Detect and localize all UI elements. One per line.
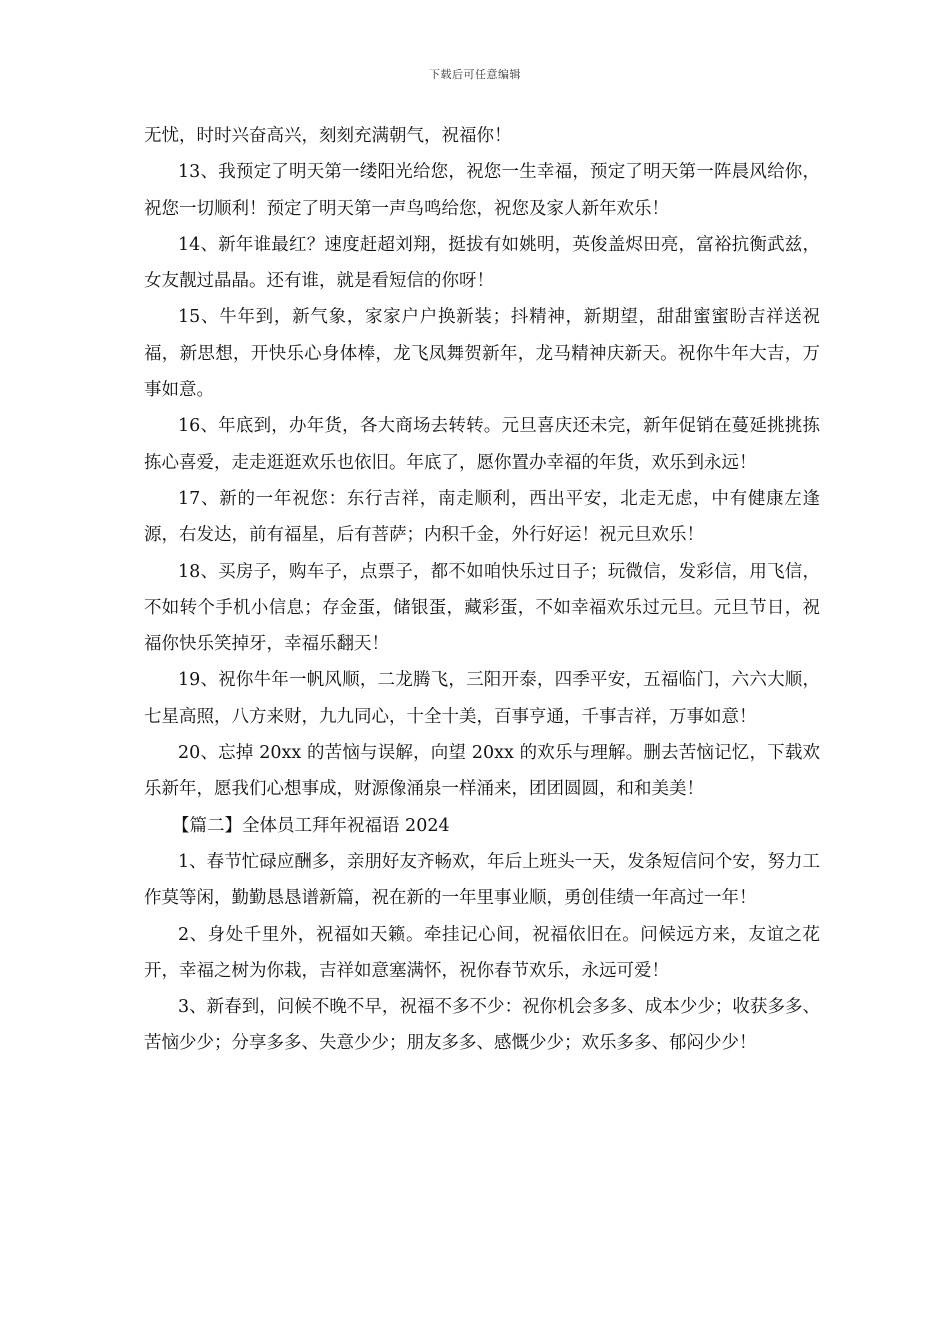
section-paragraph-3: 3、新春到，问候不晚不早，祝福不多不少：祝你机会多多、成本少少；收获多多、苦恼少少；分享多多、失意少少；朋友多多、感慨少少；欢乐多多、郁闷少少！ <box>144 997 820 1054</box>
paragraph-15: 15、牛年到，新气象，家家户户换新装；抖精神，新期望，甜甜蜜蜜盼吉祥送祝福，新思想，开快乐心身体棒，龙飞凤舞贺新年，龙马精神庆新天。祝你牛年大吉，万事如意。 <box>144 307 820 401</box>
paragraph-18: 18、买房子，购车子，点票子，都不如咱快乐过日子；玩微信，发彩信，用飞信，不如转个手机小信息；存金蛋，储银蛋，藏彩蛋，不如幸福欢乐过元旦。元旦节日，祝福你快乐笑掉牙，幸福乐翻天！ <box>144 561 820 655</box>
paragraph-16: 16、年底到，办年货，各大商场去转转。元旦喜庆还未完，新年促销在蔓延挑挑拣拣心喜爱，走走逛逛欢乐也依旧。年底了，愿你置办幸福的年货，欢乐到永远！ <box>144 416 820 473</box>
paragraph-20: 20、忘掉 20xx 的苦恼与误解，向望 20xx 的欢乐与理解。删去苦恼记忆，下载欢乐新年，愿我们心想事成，财源像涌泉一样涌来，团团圆圆，和和美美！ <box>144 743 820 800</box>
section-paragraph-2: 2、身处千里外，祝福如天籁。牵挂记心间，祝福依旧在。问候远方来，友谊之花开，幸福之树为你栽，吉祥如意塞满怀，祝你春节欢乐，永远可爱！ <box>144 924 820 981</box>
page-header: 下载后可任意编辑 <box>429 68 521 81</box>
section-paragraph-1: 1、春节忙碌应酬多，亲朋好友齐畅欢，年后上班头一天，发条短信问个安，努力工作莫等闲，勤勤恳恳谱新篇，祝在新的一年里事业顺，勇创佳绩一年高过一年！ <box>144 851 820 909</box>
paragraph-14: 14、新年谁最红？速度赶超刘翔，挺拔有如姚明，英俊盖烬田亮，富裕抗衡武兹，女友靓过晶晶。还有谁，就是看短信的你呀！ <box>144 234 820 292</box>
document-body <box>144 118 820 1062</box>
paragraph-17: 17、新的一年祝您：东行吉祥，南走顺利，西出平安，北走无虑，中有健康左逢源，右发达，前有福星，后有菩萨；内积千金，外行好运！祝元旦欢乐！ <box>144 488 820 546</box>
paragraph-continued: 无忧，时时兴奋高兴，刻刻充满朝气，祝福你！ <box>144 126 512 146</box>
paragraph-19: 19、祝你牛年一帆风顺，二龙腾飞，三阳开泰，四季平安，五福临门，六六大顺，七星高照，八方来财，九九同心，十全十美，百事亨通，千事吉祥，万事如意！ <box>144 670 820 727</box>
section-heading: 【篇二】全体员工拜年祝福语 2024 <box>172 815 450 836</box>
paragraph-13: 13、我预定了明天第一缕阳光给您，祝您一生幸福，预定了明天第一阵晨风给你，祝您一切顺利！预定了明天第一声鸟鸣给您，祝您及家人新年欢乐！ <box>144 162 820 219</box>
